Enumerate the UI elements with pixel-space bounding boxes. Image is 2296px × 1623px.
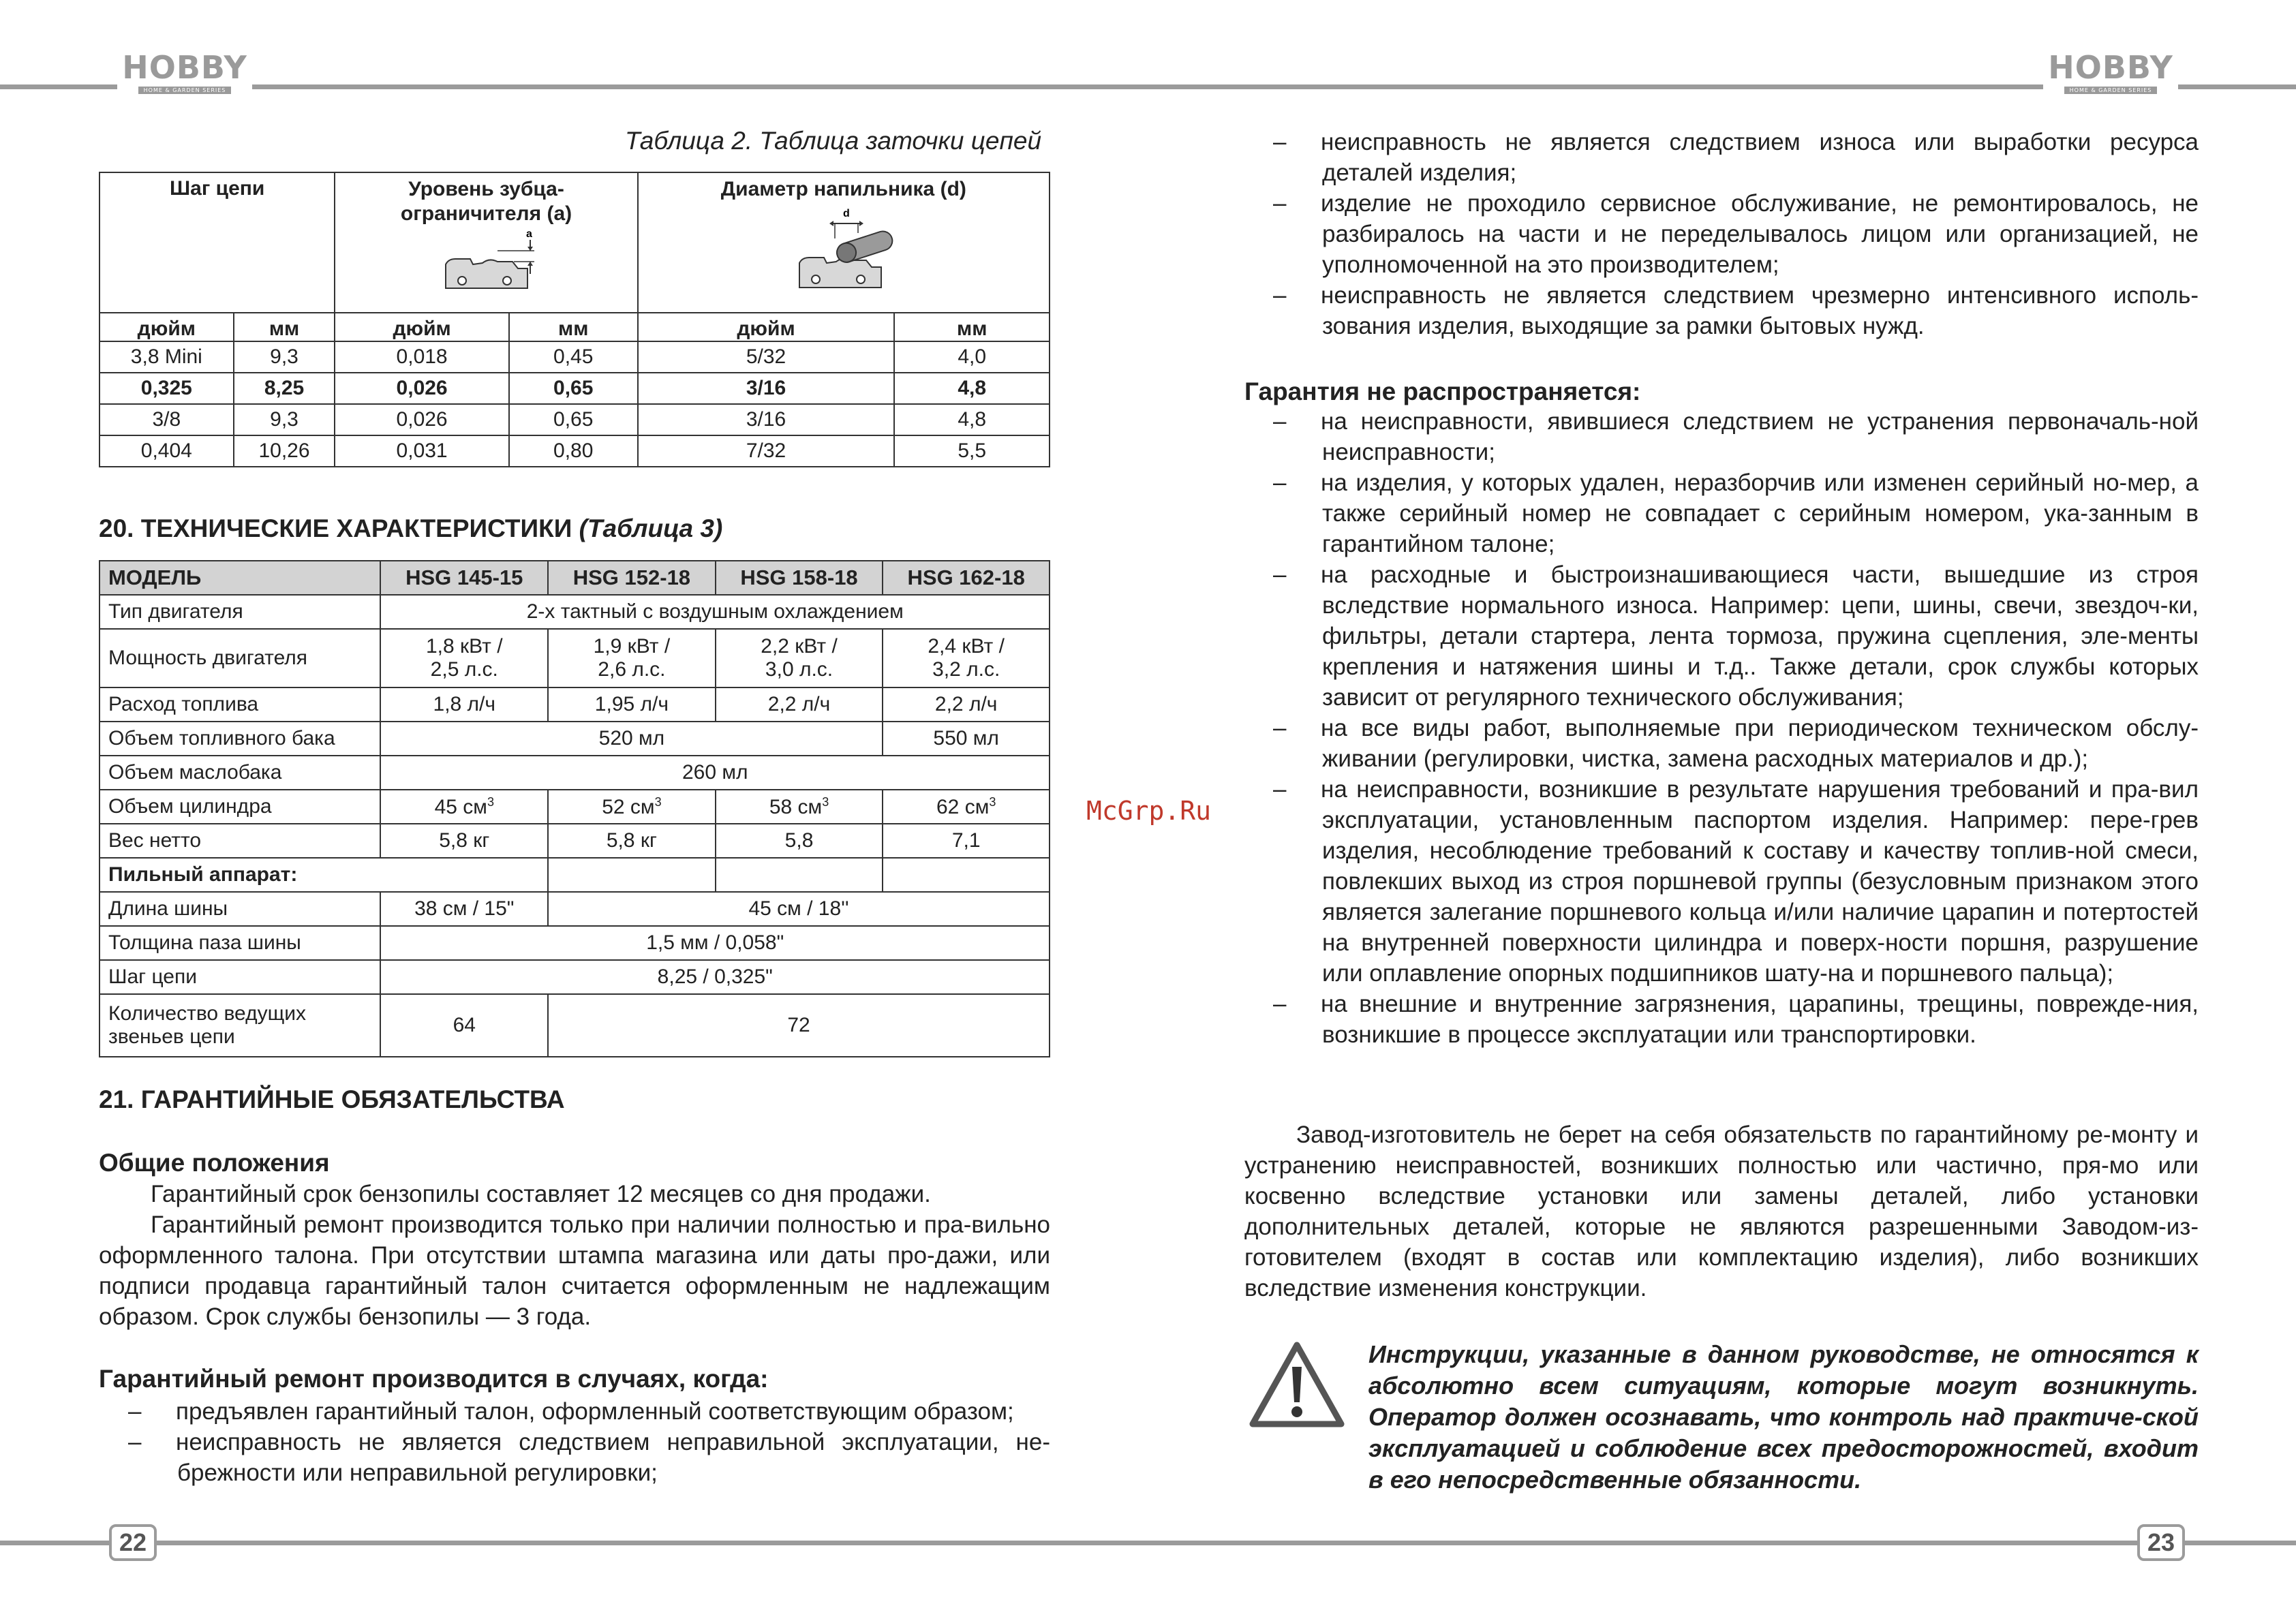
logo-text: HOBBY <box>2048 49 2173 86</box>
cell: 4,8 <box>894 373 1050 404</box>
col-file-diameter <box>638 172 1050 313</box>
page-number-right: 23 <box>2137 1524 2185 1561</box>
subheader: мм <box>894 313 1050 341</box>
unit-exponent: 3 <box>822 794 829 809</box>
cell: Пильный аппарат: <box>100 858 548 892</box>
table-row <box>100 687 1050 722</box>
list-item-text: на изделия, у которых удален, неразборчив или изменен серийный но-мер, а также серийный номер не совпадает с серийным номером, ука-занным в гарантийном талоне; <box>1321 469 2199 557</box>
cell <box>716 629 883 687</box>
section-21-title: 21. ГАРАНТИЙНЫЕ ОБЯЗАТЕЛЬСТВА <box>99 1085 565 1113</box>
cell: 7/32 <box>638 435 895 467</box>
cell: 0,45 <box>509 341 638 373</box>
cell: 64 <box>380 994 548 1057</box>
chain-sharpening-table <box>99 172 1050 467</box>
cell: 4,0 <box>894 341 1050 373</box>
cell-line: 2,4 кВт / <box>928 635 1005 658</box>
cell <box>548 629 716 687</box>
cell: 0,404 <box>100 435 234 467</box>
subheader: дюйм <box>335 313 508 341</box>
cell: 10,26 <box>234 435 335 467</box>
cell: Объем цилиндра <box>100 790 380 824</box>
cell: 3/16 <box>638 404 895 435</box>
cell-line: 2,2 кВт / <box>761 635 838 658</box>
cell <box>883 790 1050 824</box>
section-20-title-ref: (Таблица 3) <box>579 514 723 542</box>
cell <box>716 790 883 824</box>
cell: HSG 162-18 <box>883 561 1050 595</box>
list-item-text: неисправность не является следствием износа или выработки ресурса деталей изделия; <box>1321 129 2199 186</box>
cell-value: 58 см <box>769 795 823 818</box>
subheader: дюйм <box>638 313 895 341</box>
table-row <box>100 341 1050 373</box>
cases-title: Гарантийный ремонт производится в случаях, когда: <box>99 1365 769 1393</box>
cell: 260 мл <box>380 756 1050 790</box>
section-20-title-text: 20. ТЕХНИЧЕСКИЕ ХАРАКТЕРИСТИКИ <box>99 514 572 542</box>
unit-exponent: 3 <box>989 794 996 809</box>
table-row <box>100 960 1050 994</box>
warning-text: Инструкции, указанные в данном руководстве, не относятся к абсолютно всем ситуациям, которые могут возникнуть. Оператор должен осознавать, что контроль над практиче-ской эксплуатацией и соблюдение всех предосторожностей, входит в его непосредственные обязанности. <box>1368 1340 2199 1494</box>
cell-line: звеньев цепи <box>108 1025 235 1048</box>
cell: 72 <box>548 994 1050 1057</box>
cases-list-left <box>128 1396 1050 1488</box>
cell-line: 2,5 л.с. <box>430 658 498 681</box>
list-item: – неисправность не является следствием износа или выработки ресурса деталей изделия; <box>1273 129 2199 186</box>
list-item: – на неисправности, явившиеся следствием не устранения первоначаль-ной неисправности; <box>1273 408 2199 465</box>
cell <box>100 994 380 1057</box>
table-row-highlight <box>100 373 1050 404</box>
cell: 0,325 <box>100 373 234 404</box>
cell: 45 см / 18'' <box>548 892 1050 926</box>
cell-value: 52 см <box>602 795 655 818</box>
cell-line: 1,8 кВт / <box>425 635 503 658</box>
cell <box>716 858 883 892</box>
general-text <box>99 1179 1050 1332</box>
file-diameter-label: Диаметр напильника (d) <box>720 178 966 200</box>
cell: Шаг цепи <box>100 960 380 994</box>
cell: 550 мл <box>883 722 1050 756</box>
list-item-text: предъявлен гарантийный талон, оформленный соответствующим образом; <box>176 1398 1014 1425</box>
list-item: – на внешние и внутренние загрязнения, царапины, трещины, поврежде-ния, возникшие в процессе эксплуатации или транспортировки. <box>1273 991 2199 1048</box>
table-row <box>100 926 1050 960</box>
manufacturer-paragraph <box>1244 1119 2199 1303</box>
cell-line: 2,6 л.с. <box>598 658 666 681</box>
watermark: McGrp.Ru <box>1086 796 1212 826</box>
list-item: – предъявлен гарантийный талон, оформленный соответствующим образом; <box>128 1398 1014 1425</box>
page-number-left: 22 <box>109 1524 157 1561</box>
list-item: – на все виды работ, выполняемые при периодическом техническом обслу-живании (регулировки, чистка, замена расходных материалов и др.); <box>1273 715 2199 772</box>
logo-left <box>117 49 252 97</box>
cell: МОДЕЛЬ <box>100 561 380 595</box>
cell: Вес нетто <box>100 824 380 858</box>
cell: 9,3 <box>234 404 335 435</box>
col-chain-pitch: Шаг цепи <box>100 172 335 313</box>
list-item: – на изделия, у которых удален, неразборчив или изменен серийный но-мер, а также серийный номер не совпадает с серийным номером, ука-занным в гарантийном талоне; <box>1273 469 2199 557</box>
list-item: – неисправность не является следствием чрезмерно интенсивного исполь-зования изделия, выходящие за рамки бытовых нужд. <box>1273 282 2199 339</box>
list-item-text: на расходные и быстроизнашивающиеся части, вышедшие из строя вследствие нормального износа. Например: цепи, шины, свечи, звездоч-ки, фильтры, детали стартера, лента тормоза, пружина сцепления, эле-менты крепления и натяжения шины и т.д.. Также детали, срок службы которых зависит от регулярного технического обслуживания; <box>1321 561 2199 711</box>
table-row <box>100 629 1050 687</box>
cell: 5,8 <box>716 824 883 858</box>
cell: 7,1 <box>883 824 1050 858</box>
cell: 5,8 кг <box>380 824 548 858</box>
table-row <box>100 722 1050 756</box>
not-covered-title: Гарантия не распространяется: <box>1244 377 1641 405</box>
table-row <box>100 994 1050 1057</box>
cell: HSG 152-18 <box>548 561 716 595</box>
cell: 4,8 <box>894 404 1050 435</box>
cell: 0,65 <box>509 404 638 435</box>
label-d: d <box>842 208 850 219</box>
cell: Объем маслобака <box>100 756 380 790</box>
subheader: мм <box>509 313 638 341</box>
table-row <box>100 892 1050 926</box>
header-rule <box>0 84 2296 89</box>
paragraph: Завод-изготовитель не берет на себя обязательств по гарантийному ре-монту и устранению неисправностей, возникших полностью или частично, пря-мо или косвенно вследствие установки или замены деталей, либо установки дополнительных деталей, которые не являются разрешенными Заводом-из-готовителем (входят в состав или комплектацию изделия), либо возникших вследствие изменения конструкции. <box>1244 1122 2199 1301</box>
list-item-text: на все виды работ, выполняемые при периодическом техническом обслу-живании (регулировки, чистка, замена расходных материалов и др.); <box>1321 715 2199 772</box>
cell <box>548 858 716 892</box>
list-item: – изделие не проходило сервисное обслуживание, не ремонтировалось, не разбиралось на части и не переделывалось лицом или организацией, не уполномоченной на это производителем; <box>1273 190 2199 278</box>
cell <box>380 790 548 824</box>
cases-list-right <box>1273 127 2199 341</box>
cell: 5,5 <box>894 435 1050 467</box>
subheader: дюйм <box>100 313 234 341</box>
cell: 0,026 <box>335 404 508 435</box>
cell: 3,8 Mini <box>100 341 234 373</box>
cell: 38 см / 15" <box>380 892 548 926</box>
unit-exponent: 3 <box>487 794 494 809</box>
list-item-text: изделие не проходило сервисное обслуживание, не ремонтировалось, не разбиралось на части и не переделывалось лицом или организацией, не уполномоченной на это производителем; <box>1321 190 2199 278</box>
list-item-text: неисправность не является следствием чрезмерно интенсивного исполь-зования изделия, выходящие за рамки бытовых нужд. <box>1321 282 2199 339</box>
cell-line: 3,0 л.с. <box>765 658 833 681</box>
depth-gauge-label: Уровень зубца-ограничителя (a) <box>400 178 572 225</box>
cell: 3/16 <box>638 373 895 404</box>
cell: 3/8 <box>100 404 234 435</box>
logo-text: HOBBY <box>122 49 247 86</box>
cell: 9,3 <box>234 341 335 373</box>
cell-line: 1,9 кВт / <box>593 635 671 658</box>
table-row <box>100 858 1050 892</box>
logo-subtext: HOME & GARDEN SERIES <box>138 87 232 94</box>
cell: Толщина паза шины <box>100 926 380 960</box>
cell: 0,031 <box>335 435 508 467</box>
cell: 5,8 кг <box>548 824 716 858</box>
cell-line: Количество ведущих <box>108 1002 307 1025</box>
cell: 2,2 л/ч <box>883 687 1050 722</box>
cell <box>548 790 716 824</box>
table-header-row <box>100 561 1050 595</box>
not-covered-list <box>1273 406 2199 1050</box>
cell: Объем топливного бака <box>100 722 380 756</box>
footer-rule <box>0 1541 2296 1545</box>
file-diameter-icon <box>786 200 902 303</box>
cell: 8,25 / 0,325" <box>380 960 1050 994</box>
list-item-text: на внешние и внутренние загрязнения, царапины, трещины, поврежде-ния, возникшие в процессе эксплуатации или транспортировки. <box>1321 991 2199 1048</box>
list-item-text: на неисправности, явившиеся следствием не устранения первоначаль-ной неисправности; <box>1321 408 2199 465</box>
list-item-text: неисправность не является следствием неправильной эксплуатации, не-брежности или неправильной регулировки; <box>176 1429 1050 1486</box>
table-row <box>100 756 1050 790</box>
logo-subtext: HOME & GARDEN SERIES <box>2064 87 2158 94</box>
unit-exponent: 3 <box>654 794 662 809</box>
table-row <box>100 435 1050 467</box>
cell: 1,5 мм / 0,058" <box>380 926 1050 960</box>
table-row <box>100 824 1050 858</box>
cell: Расход топлива <box>100 687 380 722</box>
list-item: – на неисправности, возникшие в результате нарушения требований и пра-вил эксплуатации, установленным паспортом изделия. Например: пере-грев изделия, несоблюдение требований к составу и качеству топлив-ной смеси, повлекших выход из строя поршневой группы (безусловным признаком этого является залегание поршневого кольца и/или наличие царапин и потертостей на внутренней поверхности цилиндра и поверх-ности поршня, разрушение или оплавление опорных подшипников шату-на и поршневого пальца); <box>1273 776 2199 987</box>
cell: 5/32 <box>638 341 895 373</box>
subheader: мм <box>234 313 335 341</box>
cell-value: 45 см <box>434 795 487 818</box>
table-row <box>100 790 1050 824</box>
specifications-table <box>99 560 1050 1057</box>
table-row <box>100 404 1050 435</box>
general-title: Общие положения <box>99 1149 330 1177</box>
logo-right <box>2043 49 2178 97</box>
cell: 1,95 л/ч <box>548 687 716 722</box>
table-row <box>100 595 1050 629</box>
cell: 2-х тактный с воздушным охлаждением <box>380 595 1050 629</box>
cell <box>380 629 548 687</box>
cell: 0,026 <box>335 373 508 404</box>
cell-line: 3,2 л.с. <box>932 658 1000 681</box>
paragraph: Гарантийный срок бензопилы составляет 12 месяцев со дня продажи. <box>151 1181 931 1207</box>
cell: 0,80 <box>509 435 638 467</box>
cell: 0,65 <box>509 373 638 404</box>
depth-gauge-icon <box>432 223 541 305</box>
cell: 520 мл <box>380 722 883 756</box>
list-item-text: на неисправности, возникшие в результате нарушения требований и пра-вил эксплуатации, установленным паспортом изделия. Например: пере-грев изделия, несоблюдение требований к составу и качеству топлив-ной смеси, повлекших выход из строя поршневой группы (безусловным признаком этого является залегание поршневого кольца и/или наличие царапин и потертостей на внутренней поверхности цилиндра и поверх-ности поршня, разрушение или оплавление опорных подшипников шату-на и поршневого пальца); <box>1321 776 2199 987</box>
section-20-title <box>99 514 722 543</box>
cell: Мощность двигателя <box>100 629 380 687</box>
list-item: – на расходные и быстроизнашивающиеся части, вышедшие из строя вследствие нормального износа. Например: цепи, шины, свечи, звездоч-ки, фильтры, детали стартера, лента тормоза, пружина сцепления, эле-менты крепления и натяжения шины и т.д.. Также детали, срок службы которых зависит от регулярного технического обслуживания; <box>1273 561 2199 711</box>
cell: Длина шины <box>100 892 380 926</box>
paragraph: Гарантийный ремонт производится только при наличии полностью и пра-вильно оформленного талона. При отсутствии штампа магазина или даты про-дажи, или подписи продавца гарантийный талон считается оформленным не надлежащим образом. Срок службы бензопилы — 3 года. <box>99 1211 1050 1330</box>
cell: 8,25 <box>234 373 335 404</box>
cell <box>883 629 1050 687</box>
warning-triangle-icon <box>1247 1340 1347 1431</box>
cell: HSG 158-18 <box>716 561 883 595</box>
cell: 2,2 л/ч <box>716 687 883 722</box>
cell: 0,018 <box>335 341 508 373</box>
col-depth-gauge <box>335 172 637 313</box>
table2-caption: Таблица 2. Таблица заточки цепей <box>625 127 1042 155</box>
list-item: – неисправность не является следствием неправильной эксплуатации, не-брежности или неправильной регулировки; <box>128 1429 1050 1486</box>
cell: HSG 145-15 <box>380 561 548 595</box>
cell-value: 62 см <box>936 795 990 818</box>
cell: Тип двигателя <box>100 595 380 629</box>
cell <box>883 858 1050 892</box>
label-a: a <box>525 228 532 240</box>
cell: 1,8 л/ч <box>380 687 548 722</box>
